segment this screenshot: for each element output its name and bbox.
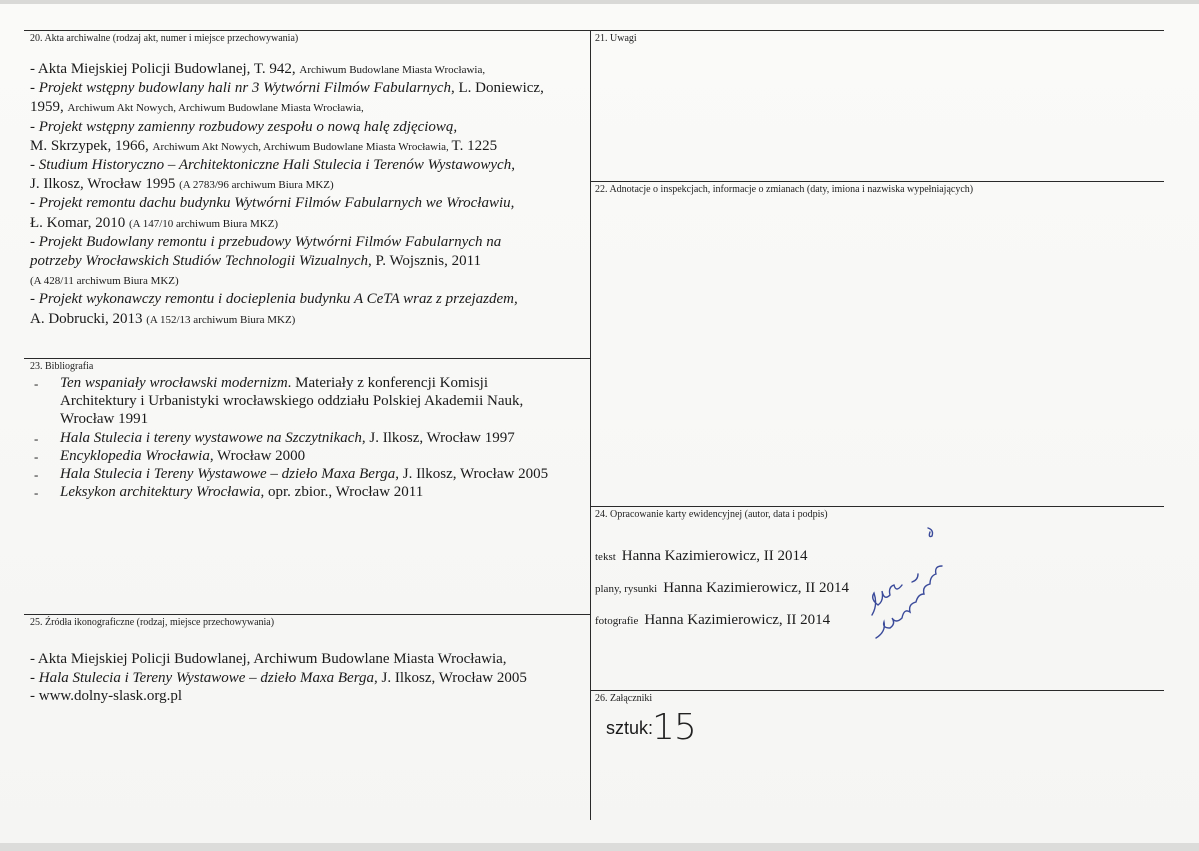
entry-line xyxy=(60,410,148,429)
entry-text: Ł. Komar, 2010 xyxy=(30,214,129,231)
entry-text: Projekt wykonawczy remontu i docieplenia budynku A CeTA wraz z przejazdem, xyxy=(38,291,518,308)
rule-24 xyxy=(590,506,1164,507)
scan-edge-top xyxy=(0,0,1199,4)
entry-text: - www.dolny-slask.org.pl xyxy=(30,688,183,704)
entry-text: A. Dobrucki, 2013 xyxy=(30,310,147,327)
handwritten-signature xyxy=(862,520,952,650)
entry-text: Architektury i Urbanistyki wrocławskiego oddziału Polskiej Akademii Nauk, xyxy=(60,393,524,410)
entry-text: - xyxy=(30,669,39,686)
entry-line xyxy=(30,290,518,309)
entry-text: - xyxy=(30,157,39,173)
entry-line xyxy=(30,137,497,157)
entry-line xyxy=(30,98,364,118)
entry-text: , J. Ilkosz, Wrocław 1997 xyxy=(361,429,515,446)
entry-line xyxy=(30,669,527,688)
entry-line xyxy=(30,118,457,137)
entry-text: Projekt remontu dachu budynku Wytwórni Filmów Fabularnych we Wrocławiu, xyxy=(38,195,515,212)
entry-line xyxy=(60,392,523,411)
entry-text: Projekt wstępny budowlany hali nr 3 Wytwórni Filmów Fabularnych xyxy=(38,80,451,97)
entry-text: J. Ilkosz, Wrocław 1995 xyxy=(30,176,180,193)
rule-top xyxy=(24,30,1164,31)
plany-label: plany, rysunki xyxy=(595,583,658,595)
entry-text: , J. Ilkosz, Wrocław 2005 xyxy=(374,669,527,686)
bullet-dash: - xyxy=(34,430,39,446)
entry-line xyxy=(34,374,489,393)
tekst-field xyxy=(595,548,808,565)
entry-text: Leksykon architektury Wrocławia xyxy=(60,484,261,501)
entry-text: - xyxy=(30,80,39,97)
bullet-dash: - xyxy=(34,485,39,501)
entry-text: , Wrocław 2000 xyxy=(209,447,306,464)
entry-line xyxy=(34,465,549,484)
entry-text: Projekt wstępny zamienny rozbudowy zespołu o nową halę zdjęciową, xyxy=(38,118,458,135)
entry-text: Hala Stulecia i Tereny Wystawowe – dzieło Maxa Berga xyxy=(60,466,396,482)
entry-line xyxy=(34,429,515,448)
section-26-label: 26. Załączniki xyxy=(595,693,653,704)
entry-text: , P. Wojsznis, 2011 xyxy=(368,253,482,269)
entry-line xyxy=(30,214,278,234)
entry-text: , opr. zbior., Wrocław 2011 xyxy=(260,484,424,501)
entry-line xyxy=(30,79,544,98)
entry-text: Hala Stulecia i tereny wystawowe na Szczytnikach xyxy=(60,429,362,446)
rule-26 xyxy=(590,690,1164,691)
entry-text: M. Skrzypek, 1966, xyxy=(30,137,153,154)
rule-22 xyxy=(590,181,1164,182)
rule-center xyxy=(590,30,591,820)
entry-text: (A 2783/96 archiwum Biura MKZ) xyxy=(179,179,334,192)
entry-text: - xyxy=(30,118,39,135)
entry-line xyxy=(30,175,334,195)
entry-text: Ten wspaniały wrocławski modernizm xyxy=(60,375,288,391)
tekst-value: Hanna Kazimierowicz, II 2014 xyxy=(621,548,808,564)
section-25-label: 25. Źródła ikonograficzne (rodzaj, miejsce przechowywania) xyxy=(30,617,275,628)
entry-text: Wrocław 1991 xyxy=(60,411,149,428)
section-22-label: 22. Adnotacje o inspekcjach, informacje o zmianach (daty, imiona i nazwiska wypełniających) xyxy=(595,184,974,195)
entry-line xyxy=(30,271,179,291)
plany-value: Hanna Kazimierowicz, II 2014 xyxy=(663,580,849,596)
entry-text: - Akta Miejskiej Policji Budowlanej, Archiwum Budowlane Miasta Wrocławia, xyxy=(30,651,507,667)
entry-text: - Akta Miejskiej Policji Budowlanej, T. 942, xyxy=(30,61,300,77)
entry-line xyxy=(34,447,306,466)
entry-text: Archiwum Budowlane Miasta Wrocławia, xyxy=(299,64,486,76)
entry-text: - xyxy=(30,291,39,308)
entry-text: Projekt Budowlany remontu i przebudowy Wytwórni Filmów Fabularnych na xyxy=(38,233,502,250)
entry-text: (A 152/13 archiwum Biura MKZ) xyxy=(146,313,296,326)
foto-value: Hanna Kazimierowicz, II 2014 xyxy=(644,612,831,628)
entry-text: . Materiały z konferencji Komisji xyxy=(287,375,489,391)
entry-text: Archiwum Akt Nowych, Archiwum Budowlane Miasta Wrocławia, xyxy=(152,140,452,153)
entry-line xyxy=(30,650,507,669)
entry-text: - xyxy=(30,195,39,212)
bullet-dash: - xyxy=(34,448,39,464)
entry-text: potrzeby Wrocławskich Studiów Technologii Wizualnych xyxy=(30,253,369,269)
entry-text: , J. Ilkosz, Wrocław 2005 xyxy=(395,466,549,482)
section-24-label: 24. Opracowanie karty ewidencyjnej (autor, data i podpis) xyxy=(595,509,828,520)
entry-line xyxy=(30,687,182,706)
entry-line xyxy=(30,252,481,271)
entry-text: Hala Stulecia i Tereny Wystawowe – dzieło Maxa Berga xyxy=(38,669,374,686)
foto-field xyxy=(595,612,830,629)
entry-text: (A 147/10 archiwum Biura MKZ) xyxy=(128,217,279,230)
section-23-label: 23. Bibliografia xyxy=(30,361,94,372)
entry-text: Encyklopedia Wrocławia xyxy=(60,447,210,464)
entry-line xyxy=(30,194,514,213)
sztuk-label: sztuk: xyxy=(606,718,654,738)
section-21-label: 21. Uwagi xyxy=(595,33,637,44)
scan-edge-bottom xyxy=(0,843,1199,851)
entry-text: - xyxy=(30,233,39,250)
plany-field xyxy=(595,580,849,597)
entry-line xyxy=(30,310,295,330)
bullet-dash: - xyxy=(34,467,39,482)
rule-25 xyxy=(24,614,590,615)
foto-label: fotografie xyxy=(595,615,639,627)
entry-line xyxy=(30,233,501,252)
entry-line xyxy=(30,156,515,175)
entry-line xyxy=(34,483,424,502)
tekst-label: tekst xyxy=(595,551,616,563)
entry-text: 1959, xyxy=(30,99,68,116)
section-20-label: 20. Akta archiwalne (rodzaj akt, numer i miejsce przechowywania) xyxy=(30,33,299,44)
rule-23 xyxy=(24,358,590,359)
entry-text: (A 428/11 archiwum Biura MKZ) xyxy=(30,275,179,288)
entry-text: , L. Doniewicz, xyxy=(450,80,544,97)
entry-line xyxy=(30,60,485,80)
bullet-dash: - xyxy=(34,376,39,391)
entry-text: Archiwum Akt Nowych, Archiwum Budowlane Miasta Wrocławia, xyxy=(67,102,364,115)
sztuk-value: 15 xyxy=(652,707,696,748)
entry-text: Studium Historyczno – Architektoniczne Hali Stulecia i Terenów Wystawowych, xyxy=(38,157,515,173)
entry-text: T. 1225 xyxy=(451,137,498,154)
